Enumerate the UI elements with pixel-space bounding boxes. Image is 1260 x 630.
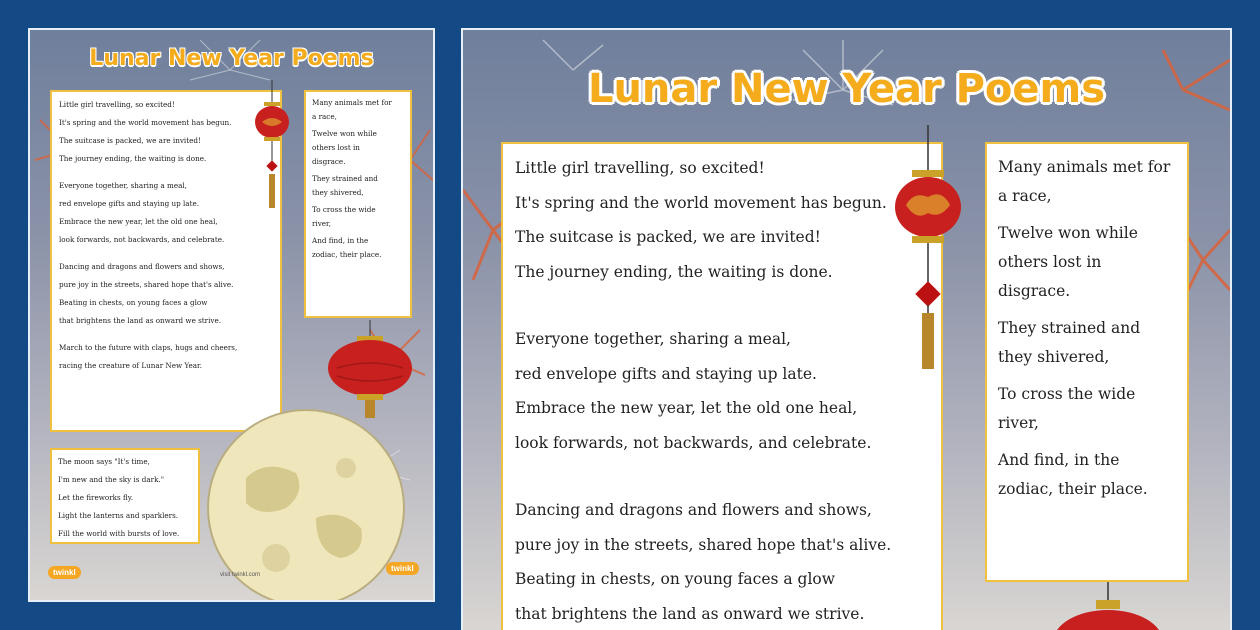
poem-line: racing the creature of Lunar New Year.: [59, 361, 202, 370]
poem-line: disgrace.: [312, 157, 346, 166]
poem-line: To cross the wide: [312, 205, 376, 214]
worksheet-zoomed: [463, 30, 1230, 630]
poem-line: river,: [312, 219, 331, 228]
poem-line: The journey ending, the waiting is done.: [515, 262, 833, 281]
poem-line: Twelve won while: [312, 129, 377, 138]
poem-line: Let the fireworks fly.: [58, 493, 134, 502]
poem-line: They strained and: [998, 319, 1141, 337]
lantern-icon: [252, 80, 292, 210]
poem-line: Fill the world with bursts of love.: [58, 529, 180, 538]
poem-line: Dancing and dragons and flowers and shows,: [515, 501, 872, 519]
poem-line: they shivered,: [998, 348, 1110, 366]
poem-moon-box: [50, 448, 200, 544]
lantern-icon: [325, 320, 415, 420]
poem-line: look forwards, not backwards, and celebrate.: [59, 235, 225, 244]
poem-main-box: [501, 142, 943, 630]
poem-line: The moon says "It's time,: [58, 457, 150, 466]
twinkl-logo: twinkl: [386, 562, 419, 575]
footer-url: visit twinkl.com: [220, 572, 261, 578]
poem-line: Little girl travelling, so excited!: [515, 159, 765, 177]
poem-line: And find, in the: [312, 236, 369, 245]
poem-line: And find, in the: [998, 451, 1120, 469]
poem-line: that brightens the land as onward we strive.: [515, 604, 865, 623]
poem-line: others lost in: [312, 143, 360, 152]
poem-line: Light the lanterns and sparklers.: [58, 511, 179, 520]
poem-line: March to the future with claps, hugs and cheers,: [59, 343, 238, 352]
poem-line: The suitcase is packed, we are invited!: [515, 228, 821, 246]
poem-line: pure joy in the streets, shared hope that's alive.: [515, 535, 892, 554]
poem-race-box: [304, 90, 412, 318]
lantern-icon: [1048, 582, 1168, 630]
poem-line: look forwards, not backwards, and celebrate.: [515, 433, 872, 452]
poem-line: Little girl travelling, so excited!: [59, 100, 175, 109]
poem-line: Embrace the new year, let the old one heal,: [515, 399, 858, 417]
poem-line: Many animals met for: [998, 158, 1171, 176]
poem-line: It's spring and the world movement has begun.: [515, 193, 887, 212]
poem-line: a race,: [312, 112, 337, 121]
poem-line: they shivered,: [312, 188, 364, 197]
poem-line: Everyone together, sharing a meal,: [59, 181, 187, 190]
poem-race-box: [985, 142, 1189, 582]
worksheet-thumbnail[interactable]: [30, 30, 433, 600]
poem-line: that brightens the land as onward we strive.: [59, 316, 222, 325]
poem-line: It's spring and the world movement has begun.: [59, 118, 232, 127]
poem-line: Beating in chests, on young faces a glow: [515, 570, 836, 588]
poem-line: river,: [998, 414, 1039, 432]
poem-line: others lost in: [998, 253, 1102, 271]
poem-line: Everyone together, sharing a meal,: [515, 330, 791, 348]
poem-line: a race,: [998, 187, 1052, 205]
poem-line: zodiac, their place.: [998, 480, 1148, 498]
poem-line: Dancing and dragons and flowers and shows,: [59, 262, 225, 271]
poem-line: red envelope gifts and staying up late.: [59, 199, 200, 208]
poem-main-box: [50, 90, 282, 432]
poem-line: disgrace.: [998, 282, 1071, 300]
poem-line: The journey ending, the waiting is done.: [59, 154, 207, 163]
poem-line: I'm new and the sky is dark.": [58, 475, 165, 484]
page-title: Lunar New Year Poems: [587, 66, 1106, 112]
twinkl-logo: twinkl: [48, 566, 81, 579]
poem-line: Beating in chests, on young faces a glow: [59, 298, 208, 307]
poem-line: pure joy in the streets, shared hope that's alive.: [59, 280, 234, 289]
poem-line: Embrace the new year, let the old one heal,: [59, 217, 218, 226]
poem-line: Twelve won while: [998, 224, 1138, 242]
poem-line: red envelope gifts and staying up late.: [515, 364, 817, 383]
poem-line: To cross the wide: [998, 385, 1136, 403]
page-title: Lunar New Year Poems: [89, 46, 374, 71]
poem-line: They strained and: [312, 174, 378, 183]
poem-line: The suitcase is packed, we are invited!: [59, 136, 201, 145]
poem-line: zodiac, their place.: [312, 250, 382, 259]
lantern-icon: [888, 125, 968, 375]
poem-line: Many animals met for: [312, 98, 392, 107]
